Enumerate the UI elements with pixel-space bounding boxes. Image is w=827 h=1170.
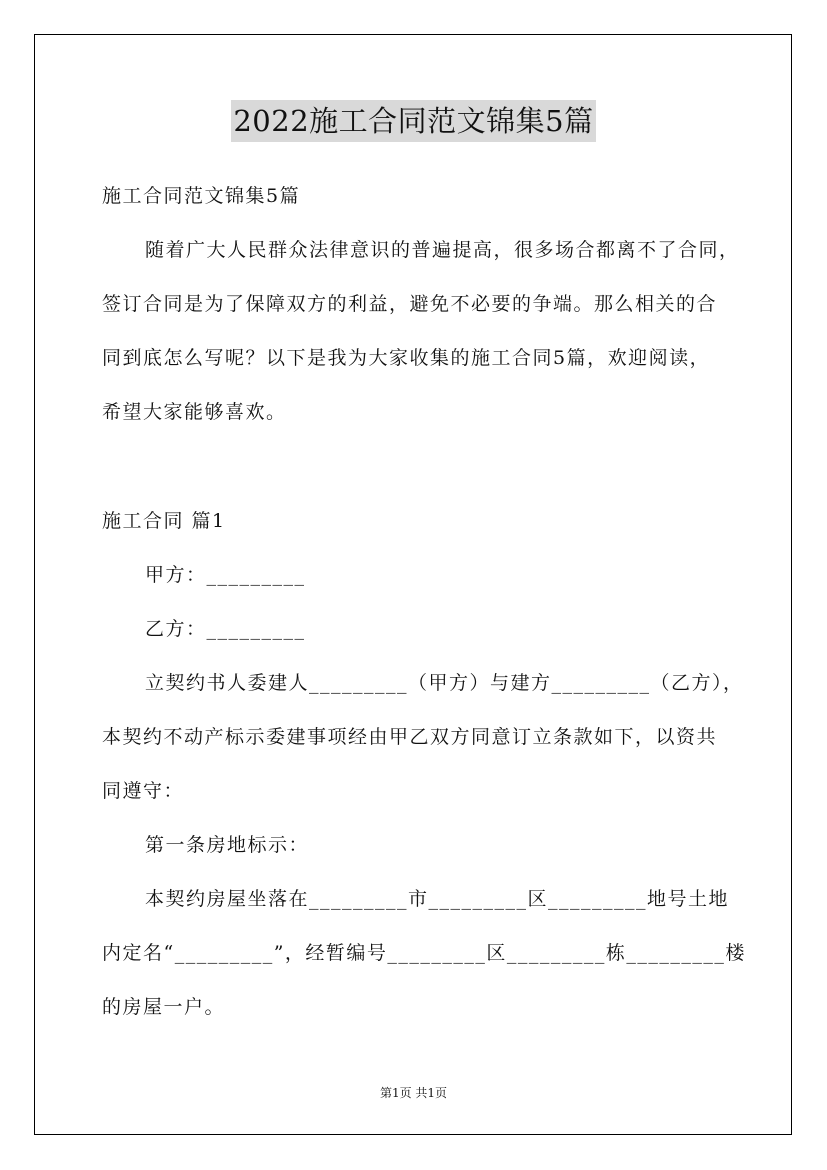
- page-footer: 第1页 共1页: [379, 1086, 448, 1100]
- intro-line-2: 签订合同是为了保障双方的利益，避免不必要的争端。那么相关的合: [102, 293, 718, 315]
- article1-line-2: 内定名“_________”，经暂编号_________区_________栋_________楼: [102, 942, 746, 964]
- subtitle: 施工合同范文锦集5篇: [102, 185, 301, 207]
- intro-line-3: 同到底怎么写呢？以下是我为大家收集的施工合同5篇，欢迎阅读，: [102, 347, 711, 369]
- clause-intro-line-3: 同遵守：: [102, 780, 185, 802]
- section-heading: 施工合同 篇1: [102, 510, 226, 532]
- article1-heading: 第一条房地标示：: [145, 834, 310, 856]
- document-title-container: [0, 100, 827, 142]
- party-a-line: 甲方：_________: [145, 564, 306, 586]
- intro-line-4: 希望大家能够喜欢。: [102, 401, 287, 423]
- document-title: 2022施工合同范文锦集5篇: [231, 100, 595, 142]
- intro-line-1: 随着广大人民群众法律意识的普遍提高，很多场合都离不了合同，: [145, 239, 740, 261]
- party-b-line: 乙方：_________: [145, 618, 306, 640]
- article1-line-1: 本契约房屋坐落在_________市_________区_________地号土地: [145, 888, 730, 910]
- article1-line-3: 的房屋一户。: [102, 996, 226, 1018]
- clause-intro-line-2: 本契约不动产标示委建事项经由甲乙双方同意订立条款如下，以资共: [102, 726, 718, 748]
- clause-intro-line-1: 立契约书人委建人_________（甲方）与建方_________（乙方），: [145, 672, 744, 694]
